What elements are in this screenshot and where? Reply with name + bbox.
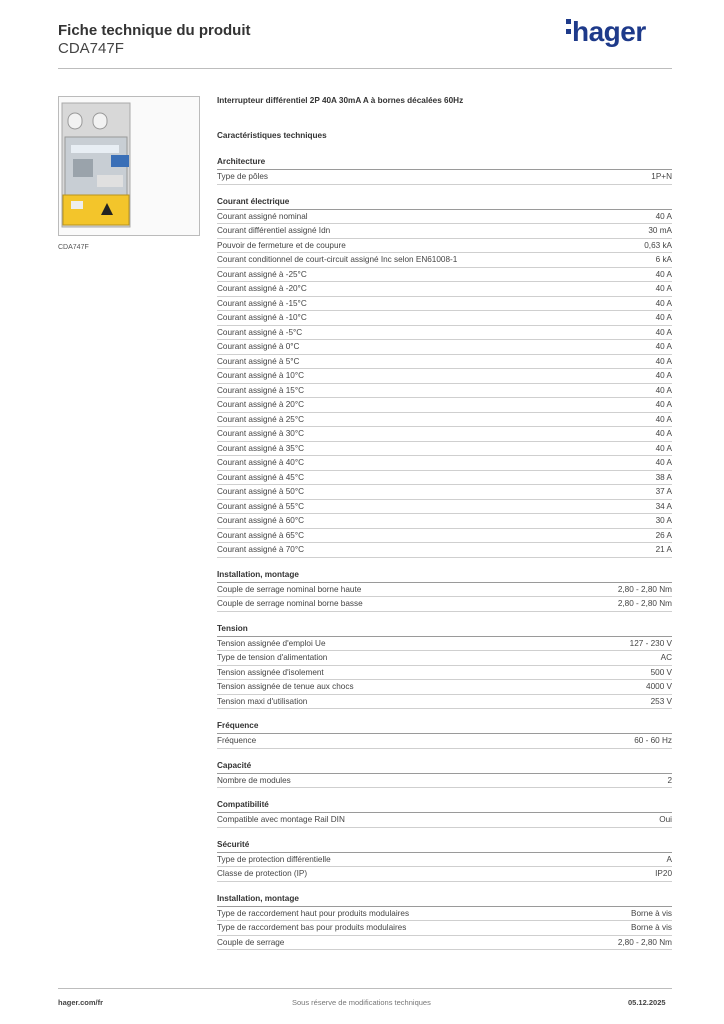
spec-label: Courant assigné à 10°C: [217, 371, 305, 380]
section-title: Architecture: [217, 155, 672, 170]
spec-row: [217, 907, 672, 922]
spec-value: 40 A: [655, 298, 672, 308]
spec-value: 37 A: [655, 487, 672, 496]
spec-row: [217, 695, 672, 710]
spec-value: 60 - 60 Hz: [634, 736, 672, 745]
spec-row: [217, 355, 672, 370]
section-title: Capacité: [217, 759, 672, 774]
logo-text: hager: [572, 16, 646, 47]
spec-row: [217, 239, 672, 254]
footer-divider: [58, 988, 672, 989]
spec-row: [217, 514, 672, 529]
spec-value: IP20: [655, 869, 672, 878]
spec-row: [217, 853, 672, 868]
spec-row: [217, 666, 672, 681]
spec-value: 4000 V: [646, 682, 672, 691]
spec-label: Courant assigné nominal: [217, 211, 308, 221]
spec-row: [217, 500, 672, 515]
spec-row: [217, 471, 672, 486]
spec-label: Compatible avec montage Rail DIN: [217, 815, 345, 824]
spec-label: Fréquence: [217, 736, 257, 745]
spec-label: Courant assigné à -15°C: [217, 298, 307, 308]
image-caption: CDA747F: [58, 244, 89, 251]
spec-label: Tension assignée d'emploi Ue: [217, 638, 326, 648]
spec-label: Type de raccordement bas pour produits modulaires: [217, 923, 407, 932]
spec-label: Courant assigné à 70°C: [217, 545, 305, 554]
spec-label: Courant assigné à -25°C: [217, 269, 307, 279]
spec-label: Courant assigné à 45°C: [217, 472, 305, 482]
spec-value: 2,80 - 2,80 Nm: [617, 584, 672, 594]
spec-label: Couple de serrage: [217, 937, 285, 947]
product-description: Interrupteur différentiel 2P 40A 30mA A à bornes décalées 60Hz: [217, 96, 464, 105]
spec-value: 500 V: [650, 667, 672, 677]
spec-row: [217, 485, 672, 500]
spec-section: [217, 719, 672, 749]
section-title: Courant électrique: [217, 195, 672, 210]
section-title: Compatibilité: [217, 798, 672, 813]
spec-label: Courant assigné à 15°C: [217, 385, 305, 395]
spec-label: Type de pôles: [217, 172, 268, 181]
spec-value: Borne à vis: [631, 923, 672, 932]
spec-value: 2,80 - 2,80 Nm: [617, 599, 672, 608]
spec-label: Pouvoir de fermeture et de coupure: [217, 240, 346, 250]
spec-row: [217, 680, 672, 695]
spec-value: 26 A: [655, 530, 672, 540]
spec-value: 40 A: [655, 342, 672, 351]
section-title: Tension: [217, 622, 672, 637]
spec-row: [217, 529, 672, 544]
spec-label: Courant assigné à 25°C: [217, 414, 305, 424]
hager-logo: [566, 16, 646, 48]
spec-row: [217, 311, 672, 326]
spec-row: [217, 456, 672, 471]
spec-value: 253 V: [650, 696, 672, 706]
spec-value: Borne à vis: [631, 908, 672, 918]
page-title: Fiche technique du produit: [58, 22, 251, 39]
spec-row: [217, 253, 672, 268]
spec-row: [217, 442, 672, 457]
spec-label: Couple de serrage nominal borne basse: [217, 599, 363, 608]
spec-row: [217, 297, 672, 312]
spec-section: [217, 759, 672, 789]
spec-label: Courant assigné à 60°C: [217, 516, 305, 525]
spec-label: Courant assigné à 40°C: [217, 458, 305, 467]
spec-value: 40 A: [655, 269, 672, 279]
spec-value: 40 A: [655, 211, 672, 221]
section-title: Fréquence: [217, 719, 672, 734]
spec-row: [217, 583, 672, 598]
logo-colon-icon: [566, 14, 572, 39]
spec-sections: [217, 155, 672, 950]
spec-label: Courant conditionnel de court-circuit assigné Inc selon EN61008-1: [217, 255, 458, 264]
spec-label: Courant assigné à 35°C: [217, 443, 305, 453]
spec-row: [217, 224, 672, 239]
spec-label: Tension maxi d'utilisation: [217, 696, 308, 706]
spec-label: Courant différentiel assigné Idn: [217, 226, 331, 235]
spec-value: 30 A: [655, 516, 672, 525]
spec-row: [217, 774, 672, 789]
spec-section: [217, 892, 672, 951]
spec-row: [217, 398, 672, 413]
spec-value: 127 - 230 V: [629, 638, 672, 648]
spec-row: [217, 427, 672, 442]
characteristics-heading: Caractéristiques techniques: [217, 131, 327, 140]
spec-value: 38 A: [655, 472, 672, 482]
section-title: Installation, montage: [217, 892, 672, 907]
spec-row: [217, 413, 672, 428]
spec-label: Courant assigné à 0°C: [217, 342, 300, 351]
spec-value: 1P+N: [651, 172, 672, 181]
section-title: Sécurité: [217, 838, 672, 853]
spec-row: [217, 384, 672, 399]
spec-row: [217, 268, 672, 283]
spec-section: [217, 798, 672, 828]
spec-value: 40 A: [655, 443, 672, 453]
spec-row: [217, 597, 672, 612]
spec-label: Tension assignée d'isolement: [217, 667, 324, 677]
spec-row: [217, 651, 672, 666]
spec-value: 2,80 - 2,80 Nm: [617, 937, 672, 947]
footer-date: 05.12.2025: [628, 998, 666, 1007]
spec-label: Courant assigné à -10°C: [217, 313, 307, 322]
spec-label: Courant assigné à 5°C: [217, 356, 300, 366]
spec-label: Couple de serrage nominal borne haute: [217, 584, 362, 594]
spec-value: 40 A: [655, 429, 672, 438]
spec-section: [217, 155, 672, 185]
spec-row: [217, 543, 672, 558]
spec-row: [217, 340, 672, 355]
spec-value: 40 A: [655, 414, 672, 424]
spec-value: 40 A: [655, 371, 672, 380]
spec-section: [217, 838, 672, 882]
spec-section: [217, 195, 672, 558]
spec-row: [217, 210, 672, 225]
spec-value: 34 A: [655, 501, 672, 511]
spec-value: A: [666, 854, 672, 864]
spec-label: Courant assigné à -20°C: [217, 284, 307, 293]
spec-value: 21 A: [655, 545, 672, 554]
spec-row: [217, 326, 672, 341]
spec-row: [217, 813, 672, 828]
spec-value: 6 kA: [655, 255, 672, 264]
spec-row: [217, 921, 672, 936]
spec-section: [217, 568, 672, 612]
spec-label: Courant assigné à 20°C: [217, 400, 305, 409]
spec-row: [217, 867, 672, 882]
spec-row: [217, 637, 672, 652]
spec-label: Classe de protection (IP): [217, 869, 308, 878]
spec-row: [217, 369, 672, 384]
product-image: [58, 96, 200, 236]
spec-label: Courant assigné à 55°C: [217, 501, 305, 511]
spec-row: [217, 936, 672, 951]
footer-notice: Sous réserve de modifications techniques: [292, 998, 431, 1007]
spec-label: Courant assigné à 50°C: [217, 487, 305, 496]
header-divider: [58, 68, 672, 69]
spec-value: 40 A: [655, 385, 672, 395]
spec-value: 0,63 kA: [644, 240, 672, 250]
spec-value: 40 A: [655, 356, 672, 366]
footer-website: hager.com/fr: [58, 998, 104, 1007]
spec-label: Type de protection différentielle: [217, 854, 331, 864]
spec-label: Tension assignée de tenue aux chocs: [217, 682, 354, 691]
spec-value: Oui: [659, 815, 672, 824]
spec-label: Nombre de modules: [217, 775, 291, 785]
spec-row: [217, 170, 672, 185]
spec-section: [217, 622, 672, 710]
product-reference: CDA747F: [58, 40, 124, 57]
spec-label: Courant assigné à 65°C: [217, 530, 305, 540]
spec-label: Courant assigné à 30°C: [217, 429, 305, 438]
spec-label: Type de tension d'alimentation: [217, 653, 328, 662]
spec-label: Type de raccordement haut pour produits modulaires: [217, 908, 410, 918]
spec-value: 40 A: [655, 327, 672, 337]
spec-row: [217, 734, 672, 749]
spec-value: 40 A: [655, 400, 672, 409]
spec-value: 30 mA: [648, 226, 672, 235]
spec-value: 40 A: [655, 284, 672, 293]
spec-value: AC: [660, 653, 672, 662]
circuit-breaker-icon: [59, 97, 199, 235]
spec-value: 40 A: [655, 458, 672, 467]
spec-label: Courant assigné à -5°C: [217, 327, 303, 337]
spec-value: 40 A: [655, 313, 672, 322]
section-title: Installation, montage: [217, 568, 672, 583]
spec-value: 2: [667, 775, 672, 785]
spec-content: [217, 96, 672, 950]
spec-row: [217, 282, 672, 297]
